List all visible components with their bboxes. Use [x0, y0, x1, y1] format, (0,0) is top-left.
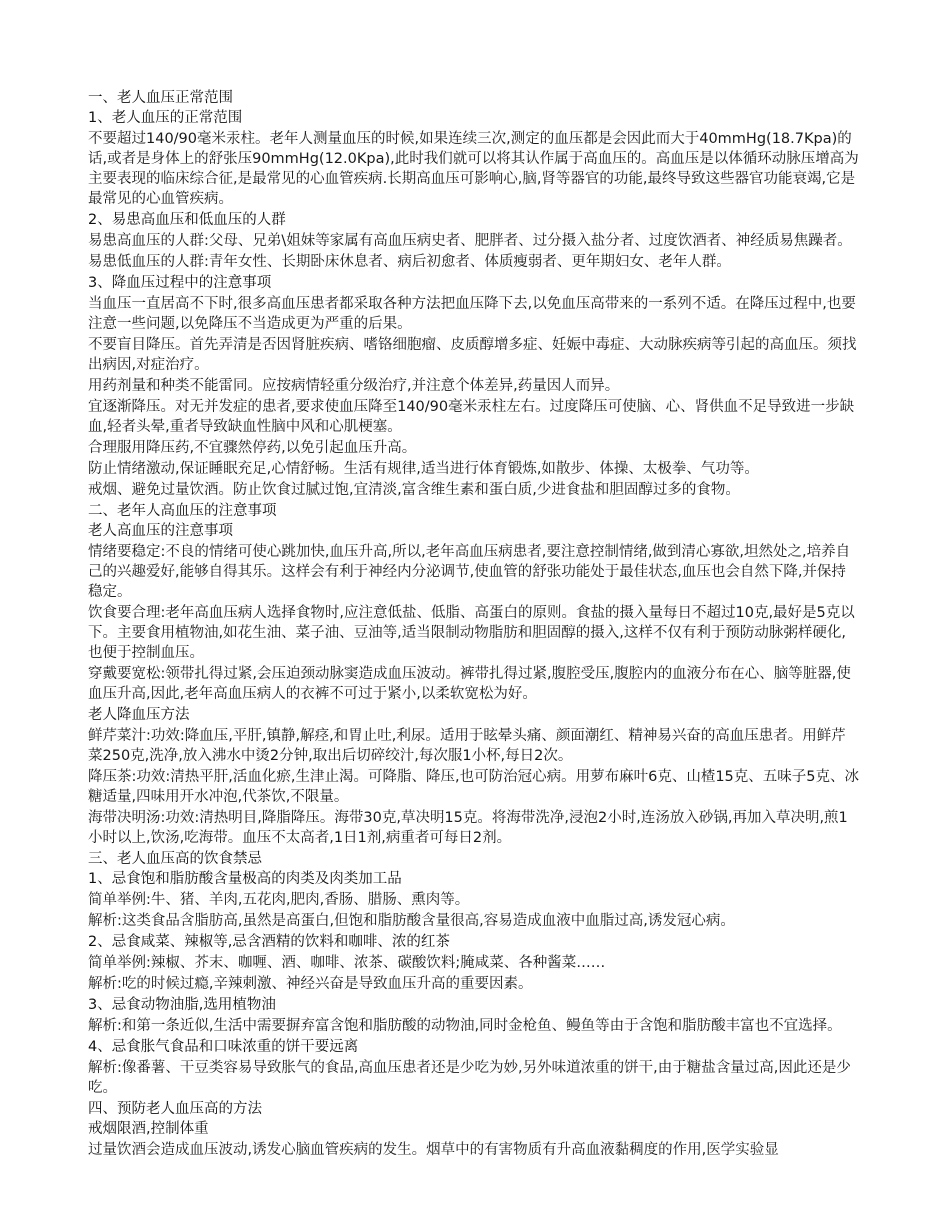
- paragraph: 解析:吃的时候过瘾,辛辣刺激、神经兴奋是导致血压升高的重要因素。: [88, 976, 533, 992]
- paragraph: 海带决明汤:功效:清热明目,降脂降压。海带30克,草决明15克。将海带洗净,浸泡2小时,连汤放入砂锅,再加入草决明,煎1小时以上,饮汤,吃海带。血压不太高者,1日1剂,病重者可每日2剂。: [88, 810, 848, 846]
- subsection-heading: 老人降血压方法: [88, 707, 190, 723]
- paragraph: 过量饮酒会造成血压波动,诱发心脑血管疾病的发生。烟草中的有害物质有升高血液黏稠度的作用,医学实验显: [88, 1142, 779, 1158]
- paragraph: 简单举例:牛、猪、羊肉,五花肉,肥肉,香肠、腊肠、熏肉等。: [88, 892, 470, 908]
- subsection-heading: 1、老人血压的正常范围: [88, 110, 243, 126]
- section-heading: 一、老人血压正常范围: [88, 90, 233, 106]
- subsection-heading: 老人高血压的注意事项: [88, 523, 233, 539]
- paragraph: 易患低血压的人群:青年女性、长期卧床休息者、病后初愈者、体质瘦弱者、更年期妇女、老年人群。: [88, 254, 731, 270]
- subsection-heading: 4、忌食胀气食品和口味浓重的饼干要远离: [88, 1039, 359, 1055]
- document-body: [88, 88, 860, 1161]
- paragraph: 情绪要稳定:不良的情绪可使心跳加快,血压升高,所以,老年高血压病患者,要注意控制情绪,做到清心寡欲,坦然处之,培养自己的兴趣爱好,能够自得其乐。这样会有利于神经内分泌调节,使血管的舒张功能处于最佳状态,血压也会自然下降,并保持稳定。: [88, 544, 851, 600]
- section-heading: 三、老人血压高的饮食禁忌: [88, 851, 262, 867]
- subsection-heading: 3、降血压过程中的注意事项: [88, 275, 272, 291]
- paragraph: 降压茶:功效:清热平肝,活血化瘀,生津止渴。可降脂、降压,也可防治冠心病。用萝布麻叶6克、山楂15克、五味子5克、冰糖适量,四味用开水冲泡,代茶饮,不限量。: [88, 769, 859, 805]
- subsection-heading: 1、忌食饱和脂肪酸含量极高的肉类及肉类加工品: [88, 871, 402, 887]
- paragraph: 穿戴要宽松:领带扎得过紧,会压迫颈动脉窦造成血压波动。裤带扎得过紧,腹腔受压,腹腔内的血液分布在心、脑等脏器,使血压升高,因此,老年高血压病人的衣裤不可过于紧小,以柔软宽松为好。: [88, 666, 851, 702]
- subsection-heading: 3、忌食动物油脂,选用植物油: [88, 997, 276, 1013]
- section-heading: 四、预防老人血压高的方法: [88, 1101, 262, 1117]
- paragraph: 当血压一直居高不下时,很多高血压患者都采取各种方法把血压降下去,以免血压高带来的一系列不适。在降压过程中,也要注意一些问题,以免降压不当造成更为严重的后果。: [88, 296, 856, 332]
- paragraph: 解析:和第一条近似,生活中需要摒弃富含饱和脂肪酸的动物油,同时金枪鱼、鳗鱼等由于含饱和脂肪酸丰富也不宜选择。: [88, 1018, 842, 1034]
- subsection-heading: 2、忌食咸菜、辣椒等,忌含酒精的饮料和咖啡、浓的红茶: [88, 934, 450, 950]
- paragraph: 不要盲目降压。首先弄清是否因肾脏疾病、嗜铬细胞瘤、皮质醇增多症、妊娠中毒症、大动脉疾病等引起的高血压。须找出病因,对症治疗。: [88, 337, 857, 373]
- paragraph: 简单举例:辣椒、芥末、咖喱、酒、咖啡、浓茶、碳酸饮料;腌咸菜、各种酱菜……: [88, 955, 606, 971]
- paragraph: 宜逐渐降压。对无并发症的患者,要求使血压降至140/90毫米汞柱左右。过度降压可使脑、心、肾供血不足导致进一步缺血,轻者头晕,重者导致缺血性脑中风和心肌梗塞。: [88, 399, 855, 435]
- paragraph: 合理服用降压药,不宜骤然停药,以免引起血压升高。: [88, 440, 417, 456]
- paragraph: 易患高血压的人群:父母、兄弟\姐妹等家属有高血压病史者、肥胖者、过分摄入盐分者、过度饮酒者、神经质易焦躁者。: [88, 233, 852, 249]
- paragraph: 鲜芹菜汁:功效:降血压,平肝,镇静,解痉,和胃止吐,利尿。适用于眩晕头痛、颜面潮红、精神易兴奋的高血压患者。用鲜芹菜250克,洗净,放入沸水中烫2分钟,取出后切碎绞汁,每次服1小杯,每日2次。: [88, 728, 846, 764]
- paragraph: 不要超过140/90毫米汞柱。老年人测量血压的时候,如果连续三次,测定的血压都是会因此而大于40mmHg(18.7Kpa)的话,或者是身体上的舒张压90mmHg(12.0Kpa),此时我们就可以将其认作属于高血压的。高血压是以体循环动脉压增高为主要表现的临床综合征,是最常见的心血管疾病.长期高血压可影响心,脑,肾等器官的功能,最终导致这些器官功能衰竭,它是最常见的心血管疾病。: [88, 131, 859, 207]
- paragraph: 戒烟、避免过量饮酒。防止饮食过腻过饱,宜清淡,富含维生素和蛋白质,少进食盐和胆固醇过多的食物。: [88, 482, 740, 498]
- paragraph: 解析:这类食品含脂肪高,虽然是高蛋白,但饱和脂肪酸含量很高,容易造成血液中血脂过高,诱发冠心病。: [88, 913, 735, 929]
- paragraph: 防止情绪激动,保证睡眠充足,心情舒畅。生活有规律,适当进行体育锻炼,如散步、体操、太极拳、气功等。: [88, 461, 759, 477]
- section-heading: 二、老年人高血压的注意事项: [88, 503, 277, 519]
- paragraph: 用药剂量和种类不能雷同。应按病情轻重分级治疗,并注意个体差异,药量因人而异。: [88, 378, 620, 394]
- subsection-heading: 2、易患高血压和低血压的人群: [88, 212, 286, 228]
- paragraph: 解析:像番薯、干豆类容易导致胀气的食品,高血压患者还是少吃为妙,另外味道浓重的饼干,由于糖盐含量过高,因此还是少吃。: [88, 1060, 851, 1096]
- subsection-heading: 戒烟限酒,控制体重: [88, 1121, 209, 1137]
- paragraph: 饮食要合理:老年高血压病人选择食物时,应注意低盐、低脂、高蛋白的原则。食盐的摄入量每日不超过10克,最好是5克以下。主要食用植物油,如花生油、菜子油、豆油等,适当限制动物脂肪和胆固醇的摄入,这样不仅有利于预防动脉粥样硬化,也便于控制血压。: [88, 605, 855, 661]
